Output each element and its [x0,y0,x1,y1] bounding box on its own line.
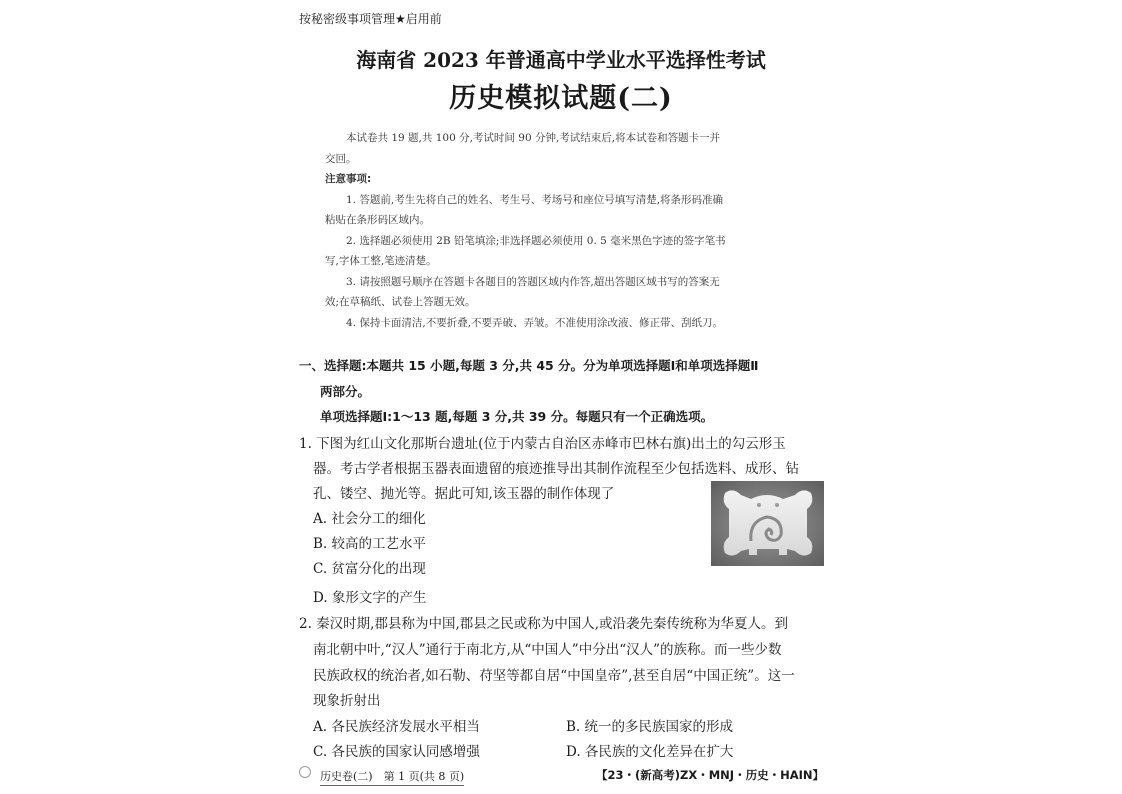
note-1-line-1: 1. 答题前,考生先将自己的姓名、考生号、考场号和座位号填写清楚,将条形码准确 [346,194,724,206]
q2-line-2: 南北朝中叶,“汉人”通行于南北方,从“中国人”中分出“汉人”的族称。而一些少数 [313,642,782,658]
exam-title: 海南省 2023 年普通高中学业水平选择性考试 [356,48,766,72]
secret-label: 按秘密级事项管理★启用前 [299,12,442,26]
note-2-line-2: 写,字体工整,笔迹清楚。 [325,255,437,267]
section-subheading: 单项选择题Ⅰ:1～13 题,每题 3 分,共 39 分。每题只有一个正确选项。 [320,409,714,424]
intro-line-2: 交回。 [325,153,357,165]
exam-subtitle: 历史模拟试题(二) [449,83,673,114]
note-4: 4. 保持卡面清洁,不要折叠,不要弄破、弄皱。不准使用涂改液、修正带、刮纸刀。 [346,317,724,329]
q2-option-b: B. 统一的多民族国家的形成 [566,719,734,735]
note-2-line-1: 2. 选择题必须使用 2B 铅笔填涂;非选择题必须使用 0. 5 毫米黑色字迹的签字笔书 [346,235,726,247]
q1-option-b: B. 较高的工艺水平 [313,536,427,552]
q2-line-3: 民族政权的统治者,如石勒、苻坚等都自居“中国皇帝”,甚至自居“中国正统”。这一 [313,668,795,684]
q1-line-3: 孔、镂空、抛光等。据此可知,该玉器的制作体现了 [313,486,615,502]
notes-label: 注意事项: [325,173,372,185]
q1-option-a: A. 社会分工的细化 [313,511,426,527]
q1-line-1: 1. 下图为红山文化那斯台遗址(位于内蒙古自治区赤峰市巴林右旗)出土的勾云形玉 [299,436,786,452]
q2-line-4: 现象折射出 [313,693,381,709]
note-1-line-2: 粘贴在条形码区域内。 [325,214,430,226]
footer-page-info: 历史卷(二) 第 1 页(共 8 页) [320,768,464,786]
q1-option-c: C. 贫富分化的出现 [313,561,426,577]
footer-exam-code: 【23・(新高考)ZX・MNJ・历史・HAIN】 [596,768,824,782]
q2-line-1: 2. 秦汉时期,郡县称为中国,郡县之民或称为中国人,或沿袭先秦传统称为华夏人。到 [299,616,789,632]
q2-option-c: C. 各民族的国家认同感增强 [313,744,480,760]
intro-line-1: 本试卷共 19 题,共 100 分,考试时间 90 分钟,考试结束后,将本试卷和答题卡一并 [346,132,721,144]
q1-line-2: 器。考古学者根据玉器表面遗留的痕迹推导出其制作流程至少包括选料、成形、钻 [313,461,799,477]
q2-option-d: D. 各民族的文化差异在扩大 [566,744,734,760]
page-circle-icon [299,766,311,778]
q1-option-d: D. 象形文字的产生 [313,590,427,606]
section-heading-cont: 两部分。 [320,384,371,399]
section-heading: 一、选择题:本题共 15 小题,每题 3 分,共 45 分。分为单项选择题Ⅰ和单项选择题Ⅱ [299,358,759,373]
q2-option-a: A. 各民族经济发展水平相当 [313,719,480,735]
note-3-line-1: 3. 请按照题号顺序在答题卡各题目的答题区域内作答,超出答题区域书写的答案无 [346,276,720,288]
note-3-line-2: 效;在草稿纸、试卷上答题无效。 [325,296,476,308]
jade-artifact-image [711,481,824,566]
